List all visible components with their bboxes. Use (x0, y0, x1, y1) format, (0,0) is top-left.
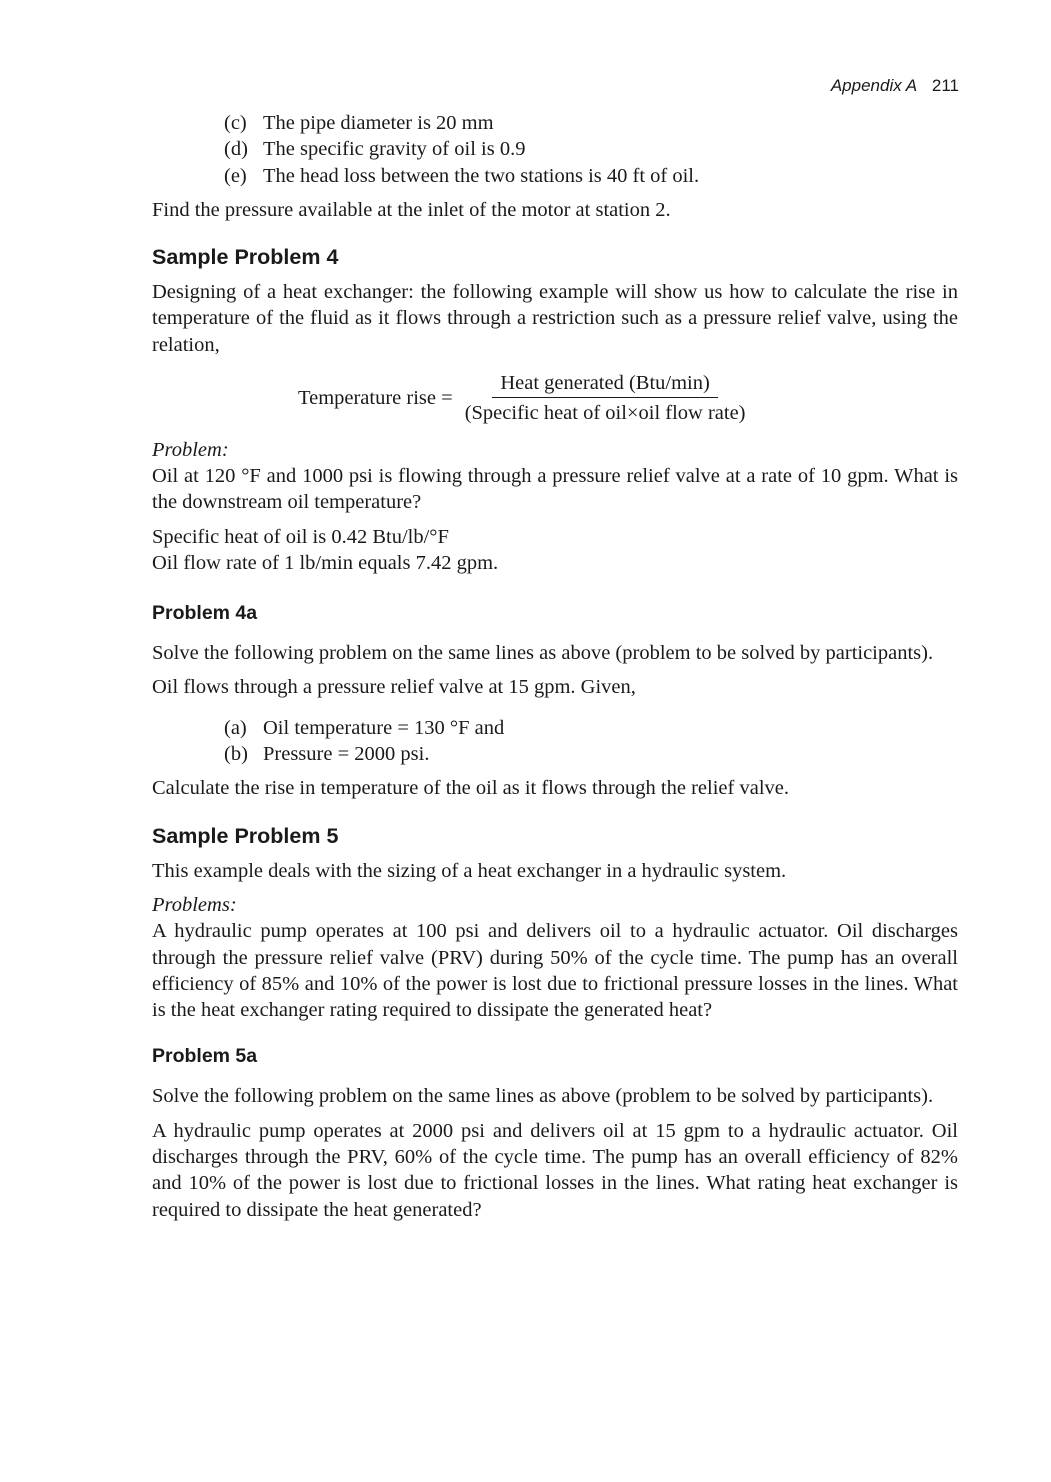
sp4-problem-paragraph: Oil at 120 °F and 1000 psi is flowing through a pressure relief valve at a rate of 10 gpm. What is the downstream oil temperature? (152, 464, 958, 514)
list-item-label: (a) (224, 716, 247, 739)
p5a-intro-paragraph: Solve the following problem on the same lines as above (problem to be solved by participants). (152, 1085, 934, 1108)
list-item-label: (b) (224, 743, 248, 766)
running-header (831, 76, 959, 96)
sp5-problem-paragraph: A hydraulic pump operates at 100 psi and delivers oil to a hydraulic actuator. Oil discharges through the pressure relief valve (PRV) during 50% of the cycle time. The pump has an overall efficiency of 85% and 10% of the power is lost due to frictional pressure losses in the lines. What is the heat exchanger rating required to dissipate the generated heat? (152, 920, 958, 1022)
sp4-given-specific-heat: Specific heat of oil is 0.42 Btu/lb/°F (152, 525, 449, 548)
header-section: Appendix A (830, 76, 918, 95)
temperature-rise-formula (152, 370, 958, 427)
sp4-problem-label: Problem: (152, 438, 229, 461)
sp4-given-flow-rate: Oil flow rate of 1 lb/min equals 7.42 gpm. (152, 551, 499, 574)
given-list-continued (224, 110, 958, 189)
formula-lhs: Temperature rise = (298, 387, 453, 410)
list-item (224, 110, 958, 136)
list-item-label: (d) (224, 138, 248, 161)
list-item (224, 163, 958, 189)
p4a-given-list (224, 715, 958, 768)
sp4-intro-paragraph: Designing of a heat exchanger: the following example will show us how to calculate the rise in temperature of the fluid as it flows through a restriction such as a pressure relief valve, using the relation, (152, 281, 958, 356)
sp5-problems-label: Problems: (152, 893, 237, 916)
list-item-label: (e) (224, 164, 247, 187)
list-item (224, 715, 958, 741)
page-number: 211 (931, 76, 959, 95)
p5a-problem-paragraph: A hydraulic pump operates at 2000 psi and delivers oil at 15 gpm to a hydraulic actuator. Oil discharges through the PRV, 60% of the cycle time. The pump has an overall efficiency of 82% and 10% of the power is lost due to frictional losses in the lines. What rating heat exchanger is required to dissipate the heat generated? (152, 1119, 958, 1221)
list-item (224, 741, 958, 767)
heading-problem-4a: Problem 4a (152, 602, 258, 625)
list-item-text: Pressure = 2000 psi. (263, 743, 430, 766)
list-item-text: Oil temperature = 130 °F and (263, 716, 505, 739)
p4a-task-paragraph: Calculate the rise in temperature of the oil as it flows through the relief valve. (152, 777, 789, 800)
sp5-intro-paragraph: This example deals with the sizing of a heat exchanger in a hydraulic system. (152, 859, 787, 882)
p4a-intro-paragraph: Solve the following problem on the same lines as above (problem to be solved by participants). (152, 642, 934, 665)
heading-problem-5a: Problem 5a (152, 1045, 258, 1068)
list-item (224, 136, 958, 162)
list-item-text: The pipe diameter is 20 mm (263, 112, 494, 134)
formula-fraction (461, 370, 750, 427)
formula-numerator: Heat generated (Btu/min) (492, 370, 717, 398)
list-item-label: (c) (224, 112, 247, 134)
p4a-given-paragraph: Oil flows through a pressure relief valve at 15 gpm. Given, (152, 676, 636, 699)
formula-denominator: (Specific heat of oil×oil flow rate) (464, 402, 746, 425)
heading-sample-problem-4: Sample Problem 4 (152, 245, 339, 270)
list-item-text: The specific gravity of oil is 0.9 (263, 138, 526, 161)
heading-sample-problem-5: Sample Problem 5 (152, 823, 339, 848)
list-item-text: The head loss between the two stations is 40 ft of oil. (263, 164, 700, 187)
page-body (152, 110, 958, 1223)
find-paragraph: Find the pressure available at the inlet of the motor at station 2. (152, 198, 671, 221)
